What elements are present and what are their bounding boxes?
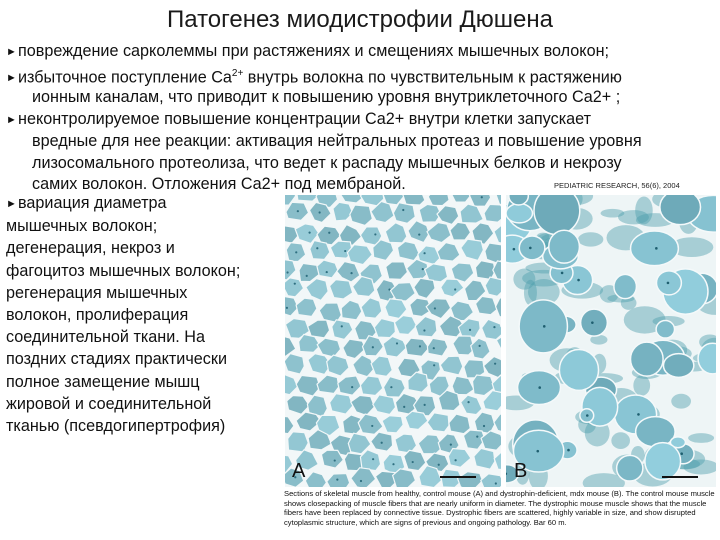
bullet-3-line-3: лизосомального протеолиза, что ведет к распаду мышечных белков и некрозу [32,154,622,172]
pathology-line: мышечных волокон; [6,217,158,236]
micrograph-b [506,195,716,487]
bullet-marker-icon: ► [6,72,17,85]
bullet-2-line-2: ионным каналам, что приводит к повышению уровня внутриклеточного Ca2+ ; [32,88,621,106]
pathology-line: фагоцитоз мышечных волокон; [6,261,241,280]
micrograph-a-image [285,195,501,487]
figure-caption: Sections of skeletal muscle from healthy, control mouse (A) and dystrophin-deficient, mdx mouse (B). The control mouse muscle shows closepacking of muscle fibers that are nearly uniform in diameter. The dystrophic mouse muscle shows that the muscle fibers have been replaced by connective tissue. Dystrophic fibers are scattered, highly variable in size, and show disrupted cytoplasmic structure, which are signs of previous and ongoing pathology. Bar 60 m. [284,489,715,527]
scale-bar-b [662,476,698,478]
bullet-3: ►неконтролируемое повышение концентрации Ca2+ внутри клетки запускает [6,108,591,131]
pathology-line: волокон, пролиферация [6,306,189,325]
panel-label-b: B [514,460,528,482]
pathology-line: жировой и соединительной [6,394,212,413]
panel-label-a: A [292,460,306,482]
bullet-marker-icon: ► [6,46,17,58]
bullet-2: ►избыточное поступление $Ca^{2+}$ внутрь волокна по чувствительным к растяжению [6,63,622,89]
bullet-3-line-4: самих волокон. Отложения Ca2+ под мембраной. [32,175,406,193]
pathology-line: ►вариация диаметра [6,192,276,215]
slide-title: Патогенез миодистрофии Дюшена [167,6,553,33]
pathology-line: тканью (псевдогипертрофия) [6,417,226,436]
micrograph-b-image [506,195,716,487]
pathology-line: поздних стадиях практически [6,350,227,369]
pathology-line: дегенерация, некроз и [6,239,175,258]
bullet-1: ►повреждение сарколеммы при растяжениях и смещениях мышечных волокон; [6,40,609,63]
pathology-line: соединительной ткани. На [6,328,205,347]
pathology-list [6,192,276,437]
scale-bar-a [440,476,476,478]
citation: PEDIATRIC RESEARCH, 56(6), 2004 [554,181,680,190]
pathology-line: полное замещение мышц [6,372,200,391]
bullet-3-line-2: вредные для нее реакции: активация нейтральных протеаз и повышение уровня [32,132,642,150]
micrograph-a [285,195,501,487]
pathology-line: регенерация мышечных [6,283,188,302]
bullet-marker-icon: ► [6,198,17,210]
bullet-marker-icon: ► [6,114,17,126]
